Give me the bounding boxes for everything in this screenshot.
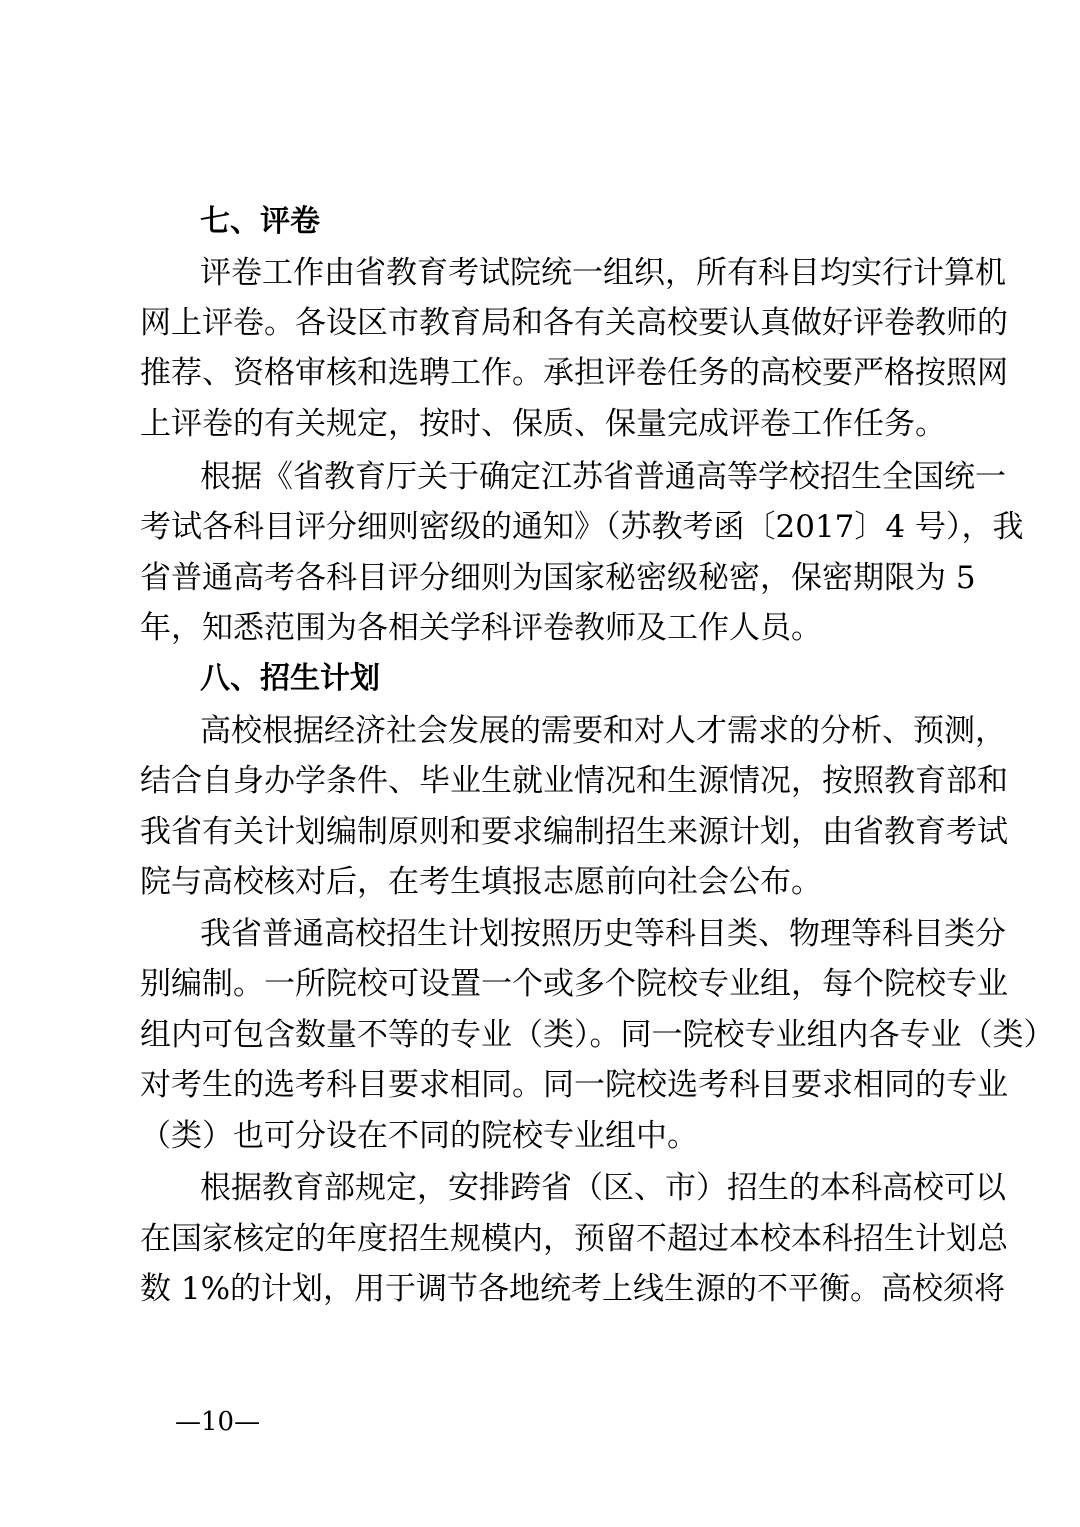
text-line: 上评卷的有关规定，按时、保质、保量完成评卷工作任务。: [140, 406, 946, 442]
text-line: 评卷工作由省教育考试院统一组织，所有科目均实行计算机: [200, 255, 1006, 291]
text-line: 年，知悉范围为各相关学科评卷教师及工作人员。: [140, 610, 822, 646]
page-number: —10—: [175, 1407, 261, 1437]
text-line: 我省普通高校招生计划按照历史等科目类、物理等科目类分: [200, 916, 1006, 952]
text-line: 对考生的选考科目要求相同。同一院校选考科目要求相同的专业: [140, 1067, 1008, 1103]
text-line: 根据教育部规定，安排跨省（区、市）招生的本科高校可以: [200, 1170, 1006, 1206]
section-7-heading: 七、评卷: [200, 204, 320, 239]
text-line: 考试各科目评分细则密级的通知》（苏教考函〔2017〕4 号），我: [140, 509, 1024, 545]
text-line: 组内可包含数量不等的专业（类）。同一院校专业组内各专业（类）: [140, 1017, 1055, 1053]
text-line: 别编制。一所院校可设置一个或多个院校专业组，每个院校专业: [140, 966, 1008, 1002]
text-line: 在国家核定的年度招生规模内，预留不超过本校本科招生计划总: [140, 1221, 1008, 1257]
text-line: 网上评卷。各设区市教育局和各有关高校要认真做好评卷教师的: [140, 305, 1008, 341]
text-line: 数 1%的计划，用于调节各地统考上线生源的不平衡。高校须将: [140, 1271, 1006, 1307]
text-line: 高校根据经济社会发展的需要和对人才需求的分析、预测，: [200, 713, 1006, 749]
section-8-heading: 八、招生计划: [200, 661, 380, 696]
text-line: 我省有关计划编制原则和要求编制招生来源计划，由省教育考试: [140, 814, 1008, 850]
text-line: 根据《省教育厅关于确定江苏省普通高等学校招生全国统一: [200, 459, 1006, 495]
text-line: 推荐、资格审核和选聘工作。承担评卷任务的高校要严格按照网: [140, 355, 1008, 391]
text-line: （类）也可分设在不同的院校专业组中。: [140, 1118, 698, 1154]
text-line: 结合自身办学条件、毕业生就业情况和生源情况，按照教育部和: [140, 763, 1008, 799]
text-line: 院与高校核对后，在考生填报志愿前向社会公布。: [140, 864, 822, 900]
text-line: 省普通高考各科目评分细则为国家秘密级秘密，保密期限为 5: [140, 560, 976, 596]
